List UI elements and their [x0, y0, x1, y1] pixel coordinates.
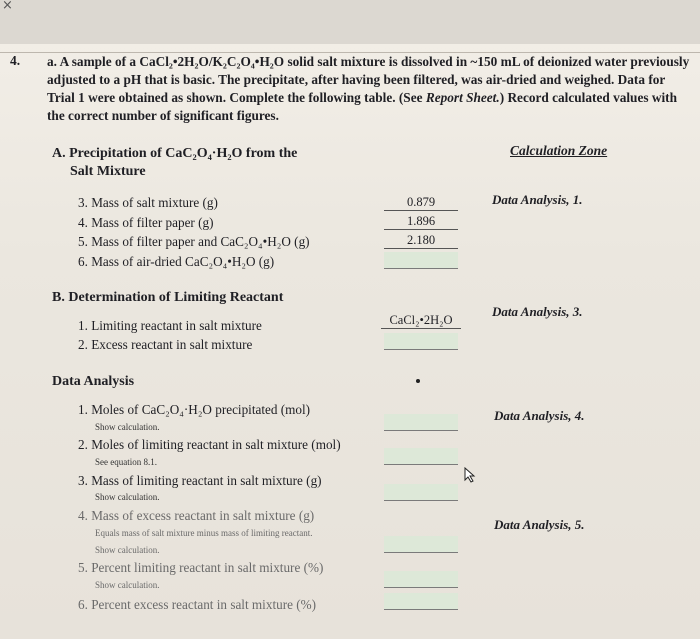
a-item-6-label: 6. Mass of air-dried CaC₂O₄•H₂O (g) [78, 254, 275, 269]
a-item-4-label: 4. Mass of filter paper (g) [78, 215, 214, 230]
close-icon[interactable]: × [2, 0, 13, 13]
da-item-5-note: Show calculation. [95, 580, 160, 590]
problem-text: a. A sample of a CaCl₂•2H₂O/K₂C₂O₄•H₂O solid salt mixture is dissolved in ~150 mL of deionized water previously adjusted to a pH that is basic. The precipitate, after having been filtered, was air-dried and weighed. Data for Trial 1 were obtained as shown. Complete the following table. (See Report Sheet.) Record calculated values with the correct number of significant figures. [47, 54, 690, 123]
data-analysis-5: Data Analysis, 5. [494, 517, 585, 532]
problem-number: 4. [10, 53, 21, 68]
percent-excess-field[interactable] [384, 593, 458, 610]
da-item-6-label: 6. Percent excess reactant in salt mixture (%) [78, 597, 317, 612]
mass-air-dried-field[interactable] [384, 252, 458, 269]
top-bar [0, 0, 700, 44]
mass-limiting-field[interactable] [384, 484, 458, 501]
da-item-4-label: 4. Mass of excess reactant in salt mixture (g) [78, 508, 315, 523]
section-b-title: B. Determination of Limiting Reactant [52, 290, 284, 305]
da-item-3-note: Show calculation. [95, 492, 160, 502]
section-a-title-line1: A. Precipitation of CaC₂O₄·H₂O from the [52, 146, 298, 161]
da-item-2-label: 2. Moles of limiting reactant in salt mixture (mol) [78, 437, 341, 452]
da-item-1-label: 1. Moles of CaC₂O₄·H₂O precipitated (mol) [78, 402, 311, 417]
a-item-3-label: 3. Mass of salt mixture (g) [78, 195, 218, 210]
mass-salt-mixture-field[interactable]: 0.879 [384, 195, 458, 211]
moles-precipitated-field[interactable] [384, 414, 458, 431]
da-item-3-label: 3. Mass of limiting reactant in salt mixture (g) [78, 473, 322, 488]
calculation-zone-heading: Calculation Zone [510, 143, 608, 158]
mass-excess-field[interactable] [384, 536, 458, 553]
stray-dot [416, 379, 420, 383]
mass-filter-paper-field[interactable]: 1.896 [384, 214, 458, 230]
da-item-2-note: See equation 8.1. [95, 457, 157, 467]
excess-reactant-field[interactable] [384, 333, 458, 350]
b-item-2-label: 2. Excess reactant in salt mixture [78, 337, 253, 352]
limiting-reactant-field[interactable]: CaCl₂•2H₂O [381, 313, 461, 329]
mass-filter-paper-precipitate-field[interactable]: 2.180 [384, 233, 458, 249]
da-item-1-note: Show calculation. [95, 422, 160, 432]
b-item-1-label: 1. Limiting reactant in salt mixture [78, 318, 262, 333]
data-analysis-title: Data Analysis [52, 374, 135, 389]
percent-limiting-field[interactable] [384, 571, 458, 588]
data-analysis-1: Data Analysis, 1. [492, 192, 583, 207]
da-item-5-label: 5. Percent limiting reactant in salt mixture (%) [78, 560, 324, 575]
a-item-5-label: 5. Mass of filter paper and CaC₂O₄•H₂O (g) [78, 234, 310, 249]
data-analysis-4: Data Analysis, 4. [494, 408, 585, 423]
moles-limiting-field[interactable] [384, 448, 458, 465]
da-item-4-note: Equals mass of salt mixture minus mass of limiting reactant. [95, 528, 313, 538]
da-item-4-note2: Show calculation. [95, 545, 160, 555]
data-analysis-3: Data Analysis, 3. [492, 304, 583, 319]
mouse-cursor-icon [463, 467, 477, 488]
section-a-title-line2: Salt Mixture [70, 164, 146, 179]
